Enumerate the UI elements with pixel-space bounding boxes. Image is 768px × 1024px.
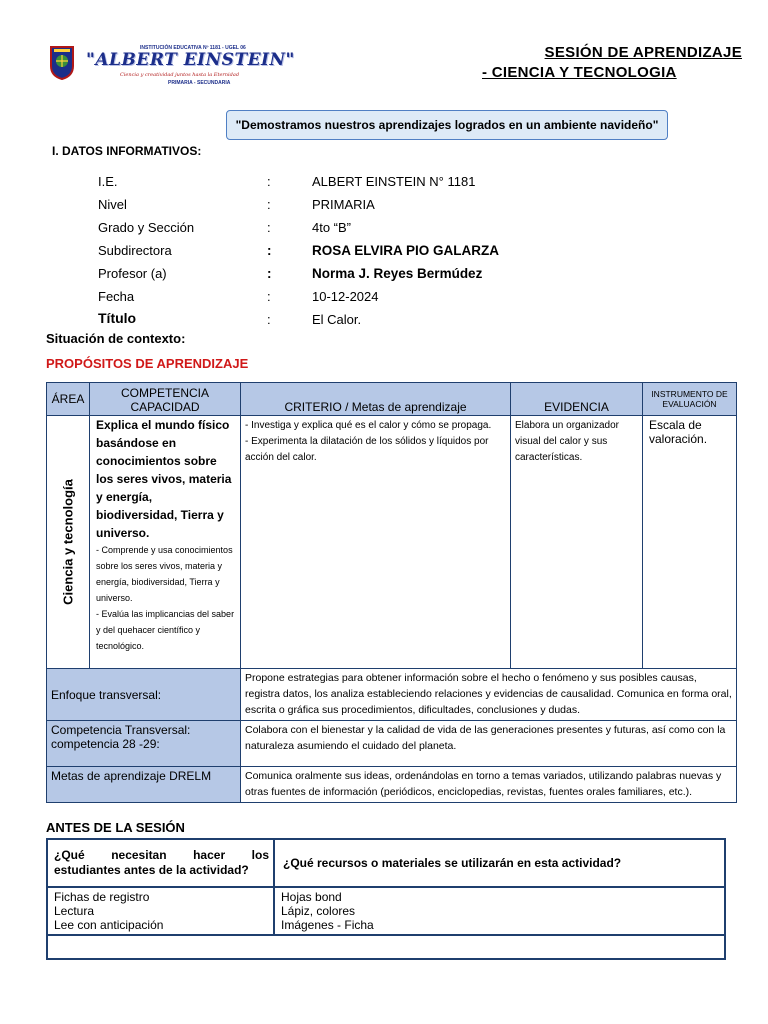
list-item: Hojas bond xyxy=(281,890,342,904)
info-row-profesor xyxy=(98,262,598,285)
info-label: Grado y Sección xyxy=(98,220,195,235)
info-colon: : xyxy=(267,197,271,212)
table-row xyxy=(47,767,737,803)
competencia-cell xyxy=(90,416,241,669)
info-colon: : xyxy=(267,312,271,327)
list-item: Lee con anticipación xyxy=(54,918,164,932)
list-item: Lectura xyxy=(54,904,95,918)
antes-actividades-list xyxy=(47,887,274,935)
info-row-titulo xyxy=(98,308,598,331)
info-colon: : xyxy=(267,174,271,189)
antes-question-line: ¿Qué necesitan hacer los xyxy=(54,848,269,862)
table-row xyxy=(47,935,725,959)
info-colon: : xyxy=(267,243,272,258)
info-row-subdirectora xyxy=(98,239,598,262)
situacion-heading: Situación de contexto: xyxy=(46,331,186,346)
info-value: ALBERT EINSTEIN N° 1181 xyxy=(312,174,476,189)
info-label: Nivel xyxy=(98,197,127,212)
enfoque-label: Enfoque transversal: xyxy=(47,669,241,721)
table-row xyxy=(47,669,737,721)
info-value: Norma J. Reyes Bermúdez xyxy=(312,266,483,281)
institution-small-text: INSTITUCIÓN EDUCATIVA Nº 1181 - UGEL 06 xyxy=(140,45,246,51)
antes-question-line: estudiantes antes de la actividad? xyxy=(54,863,249,877)
antes-table xyxy=(46,838,726,960)
enfoque-text: Propone estrategias para obtener información sobre el hecho o fenómeno y sus posibles causas, registra datos, los analiza estableciendo relaciones y evidencias de causalidad. Comunica en forma oral, escrita o gráfica sus procedimientos, dificultades, conclusiones y dudas. xyxy=(241,669,737,721)
criterio-cell xyxy=(241,416,511,669)
criterio-item: - Investiga y explica qué es el calor y cómo se propaga. xyxy=(245,420,492,431)
competencia-transversal-text: Colabora con el bienestar y la calidad de vida de las generaciones presentes y futuras, así como con la naturaleza asumiendo el cuidado del planeta. xyxy=(241,721,737,767)
session-banner: "Demostramos nuestros aprendizajes logrados en un ambiente navideño" xyxy=(226,110,668,140)
school-crest-icon xyxy=(50,46,74,80)
capacidad-item: - Comprende y usa conocimientos sobre los seres vivos, materia y energía, biodiversidad, Tierra y universo. xyxy=(96,545,233,603)
instrumento-cell: Escala de valoración. xyxy=(643,416,737,669)
info-label: Fecha xyxy=(98,289,135,304)
evidencia-cell: Elabora un organizador visual del calor y sus características. xyxy=(511,416,643,669)
info-colon: : xyxy=(267,289,271,304)
session-title: SESIÓN DE APRENDIZAJE xyxy=(544,44,742,61)
table-header-row xyxy=(47,383,737,416)
institution-motto: Ciencia y creatividad juntos hasta la Eternidad xyxy=(120,72,240,78)
info-value: PRIMARIA xyxy=(312,197,375,212)
list-item: Fichas de registro xyxy=(54,890,150,904)
datos-informativos-heading: I. DATOS INFORMATIVOS: xyxy=(52,144,202,158)
info-value: ROSA ELVIRA PIO GALARZA xyxy=(312,243,500,258)
session-subtitle: - CIENCIA Y TECNOLOGIA xyxy=(482,64,677,81)
info-colon: : xyxy=(267,220,271,235)
info-label: Profesor (a) xyxy=(98,266,167,281)
propositos-table xyxy=(46,382,737,803)
metas-text: Comunica oralmente sus ideas, ordenándolas en torno a temas variados, utilizando palabras nuevas y otras fuentes de información (periódicos, enciclopedias, revistas, fuentes orales familiares, etc.). xyxy=(241,767,737,803)
info-row-nivel xyxy=(98,193,598,216)
info-label: Título xyxy=(98,310,137,326)
header-area: ÁREA xyxy=(47,383,90,416)
info-row-fecha xyxy=(98,285,598,308)
metas-label: Metas de aprendizaje DRELM xyxy=(47,767,241,803)
header-instrumento: INSTRUMENTO DE EVALUACIÓN xyxy=(643,383,737,416)
info-label: I.E. xyxy=(98,174,118,189)
competencia-text: Explica el mundo físico basándose en conocimientos sobre los seres vivos, materia y energía, biodiversidad, Tierra y universo. xyxy=(96,418,232,540)
info-colon: : xyxy=(267,266,272,281)
area-text: Ciencia y tecnología xyxy=(60,479,76,605)
antes-recursos-list xyxy=(274,887,725,935)
school-logo xyxy=(50,44,295,90)
antes-question-actividades xyxy=(47,839,274,887)
institution-levels: PRIMARIA - SECUNDARIA xyxy=(168,80,231,86)
table-row xyxy=(47,416,737,669)
info-label: Subdirectora xyxy=(98,243,172,258)
table-row xyxy=(47,721,737,767)
header-capacidad-label: CAPACIDAD xyxy=(130,400,200,414)
info-value: 4to “B” xyxy=(312,220,352,235)
datos-informativos xyxy=(98,170,598,331)
empty-row-cell xyxy=(47,935,725,959)
header-evidencia: EVIDENCIA xyxy=(511,383,643,416)
info-value: 10-12-2024 xyxy=(312,289,379,304)
table-header-row xyxy=(47,839,725,887)
list-item: Lápiz, colores xyxy=(281,904,356,918)
table-row xyxy=(47,887,725,935)
capacidad-item: - Evalúa las implicancias del saber y del quehacer científico y tecnológico. xyxy=(96,609,235,651)
list-item: Imágenes - Ficha xyxy=(281,918,374,932)
criterio-item: - Experimenta la dilatación de los sólidos y líquidos por acción del calor. xyxy=(245,436,489,463)
info-row-grado xyxy=(98,216,598,239)
info-value: El Calor. xyxy=(312,312,362,327)
area-cell xyxy=(47,416,90,669)
institution-name: "ALBERT EINSTEIN" xyxy=(86,50,295,70)
header-criterio: CRITERIO / Metas de aprendizaje xyxy=(241,383,511,416)
header-competencia xyxy=(90,383,241,416)
antes-heading: ANTES DE LA SESIÓN xyxy=(46,820,185,835)
antes-question-recursos: ¿Qué recursos o materiales se utilizarán en esta actividad? xyxy=(274,839,725,887)
propositos-heading: PROPÓSITOS DE APRENDIZAJE xyxy=(46,356,249,371)
header-competencia-label: COMPETENCIA xyxy=(120,386,209,400)
info-row-ie xyxy=(98,170,598,193)
competencia-transversal-label: Competencia Transversal: competencia 28 -29: xyxy=(47,721,241,767)
